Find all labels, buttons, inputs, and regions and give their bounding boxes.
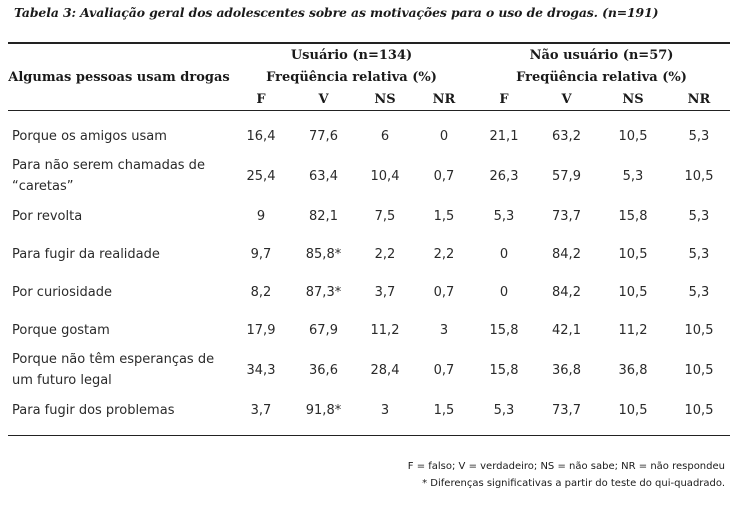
table-cell: 10,4 <box>370 168 400 184</box>
table-cell: 73,7 <box>552 208 581 224</box>
table-cell: 0 <box>439 128 449 144</box>
table-cell: 82,1 <box>309 208 338 224</box>
table-row <box>8 311 730 349</box>
column-header: NR <box>687 91 711 107</box>
table-cell: 8,2 <box>250 284 272 300</box>
table-cell: 85,8* <box>305 246 342 262</box>
table-cell: 26,3 <box>489 168 519 184</box>
table-cell: 5,3 <box>493 208 515 224</box>
table-cell: 10,5 <box>598 391 668 436</box>
row-label: Porque gostam <box>12 322 110 338</box>
table-cell: 3 <box>439 322 449 338</box>
table-cell: 3,7 <box>230 391 292 436</box>
group-subtitle-nao-usuario: Freqüência relativa (%) <box>516 69 687 85</box>
table-body <box>8 111 730 436</box>
table-cell: 10,5 <box>684 322 714 338</box>
table-row <box>8 197 730 235</box>
table-cell: 36,8 <box>618 362 648 378</box>
table-cell: 42,1 <box>552 322 581 338</box>
table-row <box>8 349 730 391</box>
row-label-header: Algumas pessoas usam drogas <box>8 43 230 111</box>
table-cell: 17,9 <box>246 322 276 338</box>
table-cell: 15,8 <box>618 208 648 224</box>
table-notes <box>408 458 725 492</box>
table-cell: 73,7 <box>535 391 598 436</box>
column-header: V <box>561 91 572 107</box>
table-cell: 5,3 <box>688 246 710 262</box>
table-caption: Tabela 3: Avaliação geral dos adolescentes sobre as motivações para o uso de drogas. (n=191) <box>14 5 659 20</box>
column-header: NS <box>622 91 644 107</box>
table-cell: 10,5 <box>684 362 714 378</box>
row-label: Porque os amigos usam <box>12 128 167 144</box>
table-cell: 5,3 <box>473 391 535 436</box>
table-cell: 10,5 <box>618 284 648 300</box>
row-label: Para não serem chamadas de “caretas” <box>12 158 205 194</box>
table-cell: 0 <box>499 284 509 300</box>
row-label: Para fugir dos problemas <box>8 391 230 436</box>
table-cell: 0,7 <box>433 284 455 300</box>
table-cell: 10,5 <box>684 168 714 184</box>
table-cell: 87,3* <box>305 284 342 300</box>
column-header: F <box>499 91 509 107</box>
table-cell: 1,5 <box>433 208 455 224</box>
table-cell: 3,7 <box>374 284 396 300</box>
table-cell: 16,4 <box>246 128 276 144</box>
table-cell: 0,7 <box>433 362 455 378</box>
table-cell: 77,6 <box>309 128 338 144</box>
table-cell: 9,7 <box>250 246 272 262</box>
column-header: NS <box>374 91 396 107</box>
row-label: Por curiosidade <box>12 284 112 300</box>
table-cell: 11,2 <box>618 322 648 338</box>
table-cell: 28,4 <box>370 362 400 378</box>
column-header: NR <box>432 91 456 107</box>
row-label: Para fugir da realidade <box>12 246 160 262</box>
table-cell: 57,9 <box>552 168 581 184</box>
table-cell: 34,3 <box>246 362 276 378</box>
group-header-usuario: Usuário (n=134) <box>290 47 413 63</box>
column-header: F <box>256 91 266 107</box>
table-cell: 21,1 <box>489 128 519 144</box>
table-cell: 15,8 <box>489 322 519 338</box>
table-cell: 67,9 <box>309 322 338 338</box>
table-cell: 10,5 <box>668 391 730 436</box>
table-row <box>8 391 730 436</box>
table-cell: 84,2 <box>552 284 581 300</box>
table-cell: 5,3 <box>688 208 710 224</box>
table-cell: 2,2 <box>374 246 396 262</box>
table-cell: 5,3 <box>622 168 644 184</box>
table-row <box>8 111 730 156</box>
table-cell: 10,5 <box>618 128 648 144</box>
row-label: Por revolta <box>12 208 83 224</box>
table-cell: 63,4 <box>309 168 338 184</box>
table-cell: 5,3 <box>688 128 710 144</box>
motivations-table <box>8 42 730 436</box>
table-cell: 3 <box>355 391 415 436</box>
table-cell: 25,4 <box>246 168 276 184</box>
row-label: Porque não têm esperanças de um futuro legal <box>12 352 215 388</box>
table-cell: 2,2 <box>433 246 455 262</box>
table-cell: 11,2 <box>370 322 400 338</box>
table-cell: 91,8* <box>292 391 355 436</box>
table-row <box>8 235 730 273</box>
table-row <box>8 273 730 311</box>
table-cell: 15,8 <box>489 362 519 378</box>
table-cell: 10,5 <box>618 246 648 262</box>
legend-note: F = falso; V = verdadeiro; NS = não sabe; NR = não respondeu <box>407 461 725 472</box>
significance-note: * Diferenças significativas a partir do teste do qui-quadrado. <box>422 478 725 489</box>
table-cell: 0 <box>499 246 509 262</box>
table-cell: 36,6 <box>309 362 338 378</box>
table-cell: 7,5 <box>374 208 396 224</box>
table-cell: 9 <box>256 208 266 224</box>
column-header: V <box>318 91 329 107</box>
table-cell: 36,8 <box>552 362 581 378</box>
table-cell: 63,2 <box>552 128 581 144</box>
group-subtitle-usuario: Freqüência relativa (%) <box>266 69 437 85</box>
table-row <box>8 155 730 197</box>
table-cell: 84,2 <box>552 246 581 262</box>
table-cell: 5,3 <box>688 284 710 300</box>
table-cell: 6 <box>380 128 390 144</box>
header-row-groups <box>8 43 730 66</box>
table-cell: 1,5 <box>415 391 473 436</box>
table-cell: 0,7 <box>433 168 455 184</box>
group-header-nao-usuario: Não usuário (n=57) <box>529 47 674 63</box>
